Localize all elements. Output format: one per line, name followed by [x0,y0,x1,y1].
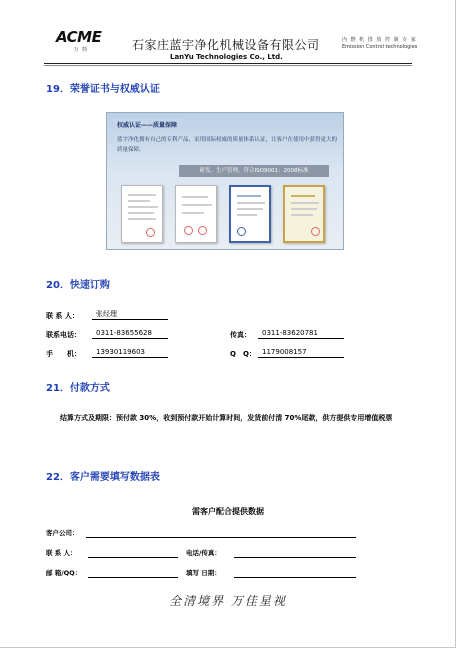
phone-value: 0311-83655628 [92,329,168,339]
qq-value: 1179008157 [258,348,344,358]
section-19-heading: 19．荣誉证书与权威认证 [46,84,160,95]
section-20-heading: 20．快速订购 [46,280,110,291]
qq-label: Q Q： [230,350,256,358]
form-phone-label: 电话/传真： [186,549,221,557]
fax-value: 0311-83620781 [258,329,344,339]
payment-terms: 结算方式及期限：预付款 30%，收到预付款开始计算时间，发货前付清 70%尾款，供方提供专用增值税票 [60,414,393,422]
footer-slogan: 全清境界 万佳星视 [169,594,287,608]
company-logo [56,30,106,58]
phone-label: 联系电话： [46,331,81,339]
cert-image-text: 蓝宇净化拥有自己的专利产品，采用国际权威的质量体系认证，让客户在使用中获得更大的质量保障。 [117,137,338,153]
cert-image-title: 权威认证——质量保障 [113,119,181,130]
form-phone-field[interactable] [234,557,356,558]
form-date-label: 填写 日期： [186,569,221,577]
tagline-cn: 内 燃 机 排 放 控 制 专 家 [342,37,417,43]
section-22-heading: 22．客户需要填写数据表 [46,472,160,483]
mobile-label: 手 机： [46,350,81,358]
logo-subtext: 万 特 [73,47,89,53]
company-name-en: LanYu Technologies Co., Ltd. [170,53,283,61]
form-company-field[interactable] [86,537,356,538]
section-21-heading: 21．付款方式 [46,383,110,394]
certificate-doc-1 [121,185,163,243]
form-email-field[interactable] [88,577,178,578]
certification-image [106,112,344,250]
form-date-field[interactable] [234,577,356,578]
header-divider-thin [44,65,412,66]
fax-label: 传真： [230,331,251,339]
cert-image-banner: 研发、生产管理，符合ISO9001：2008标准 [179,165,329,177]
certificate-doc-3 [229,185,271,243]
tagline-en: Emission Control technologies [342,44,418,50]
contact-label: 联 系 人： [46,312,79,320]
mobile-value: 13930119603 [92,348,168,358]
contact-value: 张经理 [92,310,168,320]
logo-text: ACME [56,28,102,46]
form-contact-field[interactable] [88,557,178,558]
form-company-label: 客户公司： [46,529,79,537]
certificate-doc-4 [283,185,325,243]
certificate-doc-2 [175,185,217,243]
form-email-label: 邮 箱/QQ： [46,569,82,577]
form-title: 需客户配合提供数据 [192,507,264,516]
form-contact-label: 联 系 人： [46,549,77,557]
header-divider [44,63,412,64]
company-name-cn: 石家庄蓝宇净化机械设备有限公司 [132,38,320,52]
